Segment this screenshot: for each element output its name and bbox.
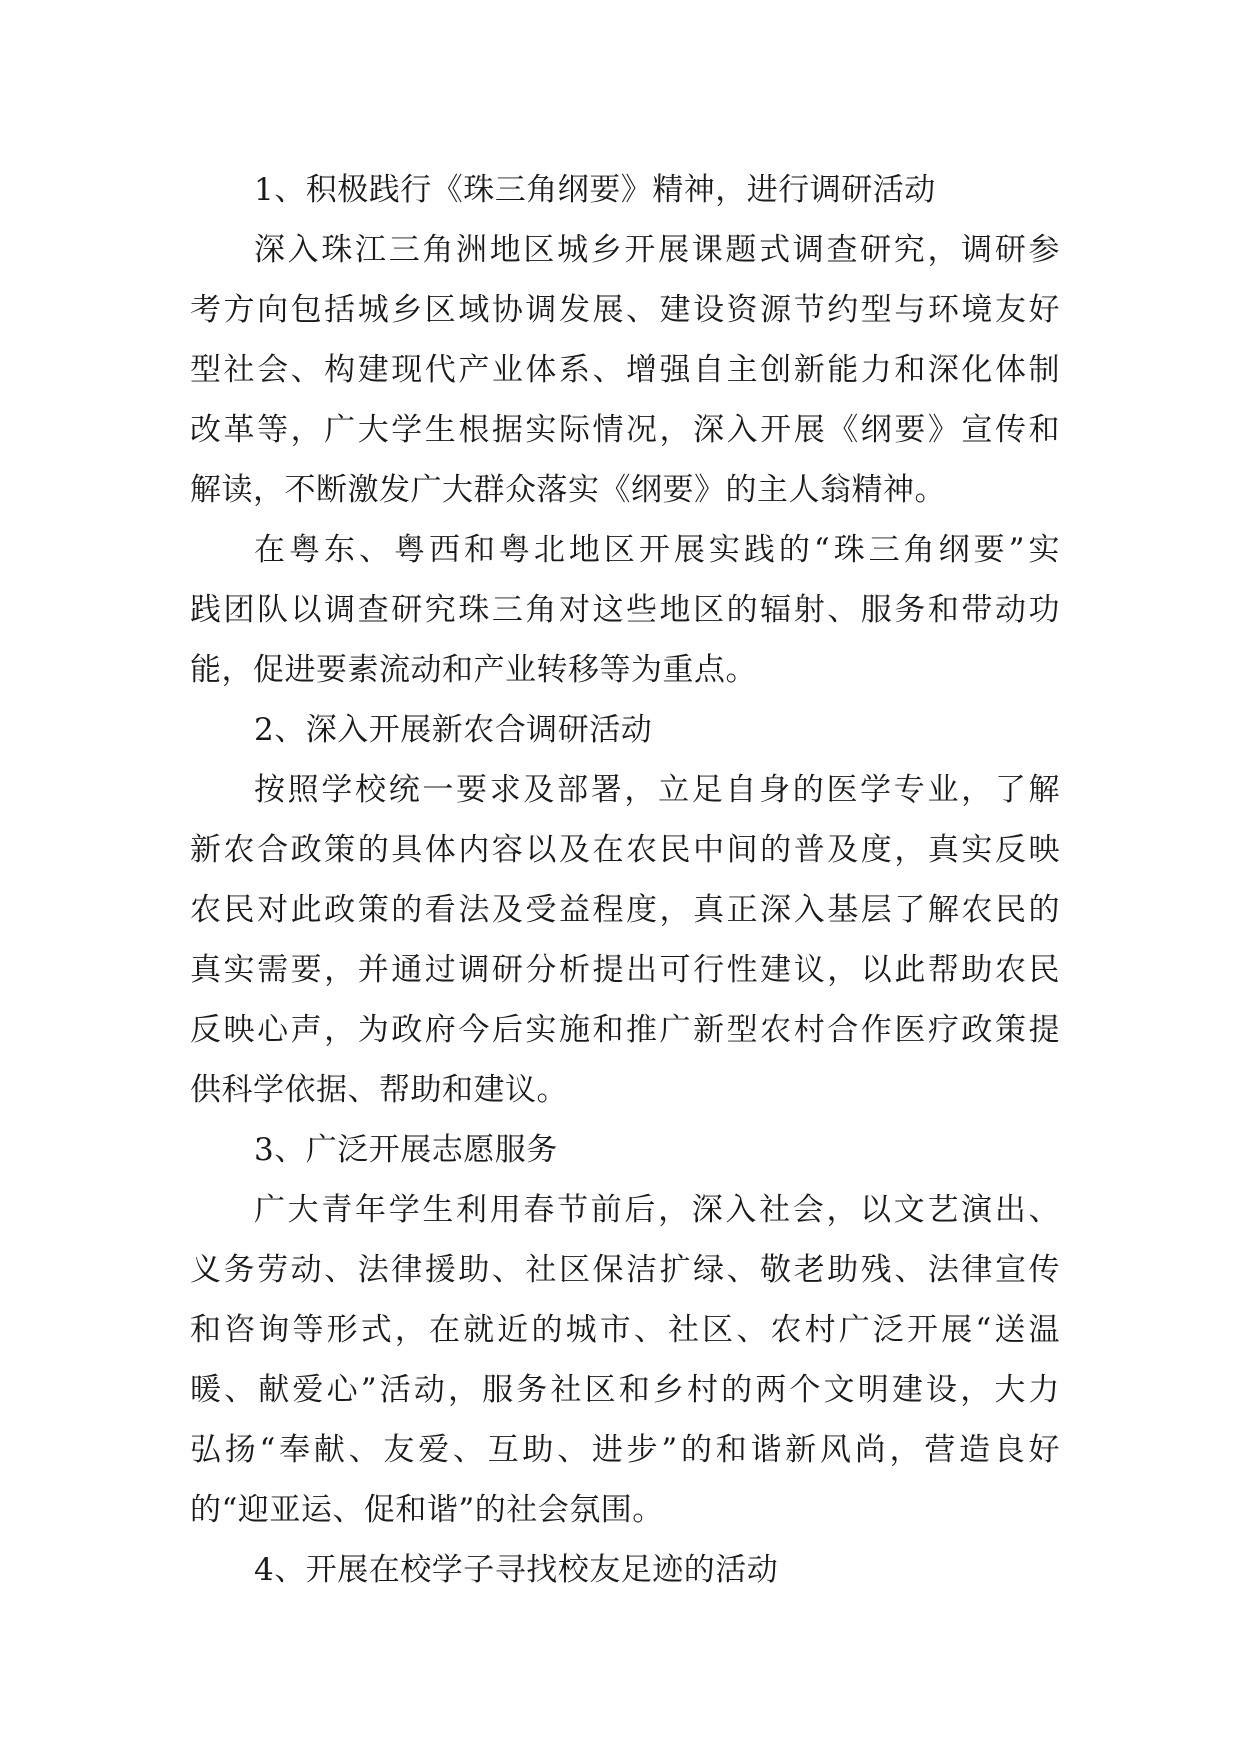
section-heading: 4、开展在校学子寻找校友足迹的活动: [254, 1552, 779, 1588]
document-body: [190, 160, 1060, 1600]
section-heading: 3、广泛开展志愿服务: [254, 1132, 558, 1168]
paragraph-line: 考方向包括城乡区域协调发展、建设资源节约型与环境友好: [190, 292, 1060, 328]
paragraph-line: 解读，不断激发广大群众落实《纲要》的主人翁精神。: [190, 472, 946, 508]
paragraph-line: 农民对此政策的看法及受益程度，真正深入基层了解农民的: [190, 892, 1060, 928]
paragraph-line: 暖、献爱心”活动，服务社区和乡村的两个文明建设，大力: [190, 1372, 1060, 1408]
paragraph-line: 型社会、构建现代产业体系、增强自主创新能力和深化体制: [190, 352, 1060, 388]
paragraph-line: 新农合政策的具体内容以及在农民中间的普及度，真实反映: [190, 832, 1060, 868]
paragraph-line: 的“迎亚运、促和谐”的社会氛围。: [190, 1492, 664, 1528]
paragraph-line: 和咨询等形式，在就近的城市、社区、农村广泛开展“送温: [190, 1312, 1060, 1348]
paragraph-line: 反映心声，为政府今后实施和推广新型农村合作医疗政策提: [190, 1012, 1060, 1048]
paragraph-line: 践团队以调查研究珠三角对这些地区的辐射、服务和带动功: [190, 592, 1060, 628]
paragraph-line: 弘扬“奉献、友爱、互助、进步”的和谐新风尚，营造良好: [190, 1432, 1060, 1468]
paragraph-line: 真实需要，并通过调研分析提出可行性建议，以此帮助农民: [190, 952, 1060, 988]
paragraph-line: 在粤东、粤西和粤北地区开展实践的“珠三角纲要”实: [254, 532, 1060, 568]
paragraph-line: 义务劳动、法律援助、社区保洁扩绿、敬老助残、法律宣传: [190, 1252, 1060, 1288]
paragraph-line: 按照学校统一要求及部署，立足自身的医学专业，了解: [254, 772, 1060, 808]
section-heading: 2、深入开展新农合调研活动: [254, 712, 653, 748]
section-heading: 1、积极践行《珠三角纲要》精神，进行调研活动: [254, 172, 936, 208]
paragraph-line: 深入珠江三角洲地区城乡开展课题式调查研究，调研参: [254, 232, 1060, 268]
paragraph-line: 供科学依据、帮助和建议。: [190, 1072, 568, 1108]
paragraph-line: 改革等，广大学生根据实际情况，深入开展《纲要》宣传和: [190, 412, 1060, 448]
paragraph-line: 能，促进要素流动和产业转移等为重点。: [190, 652, 757, 688]
paragraph-line: 广大青年学生利用春节前后，深入社会，以文艺演出、: [254, 1192, 1060, 1228]
